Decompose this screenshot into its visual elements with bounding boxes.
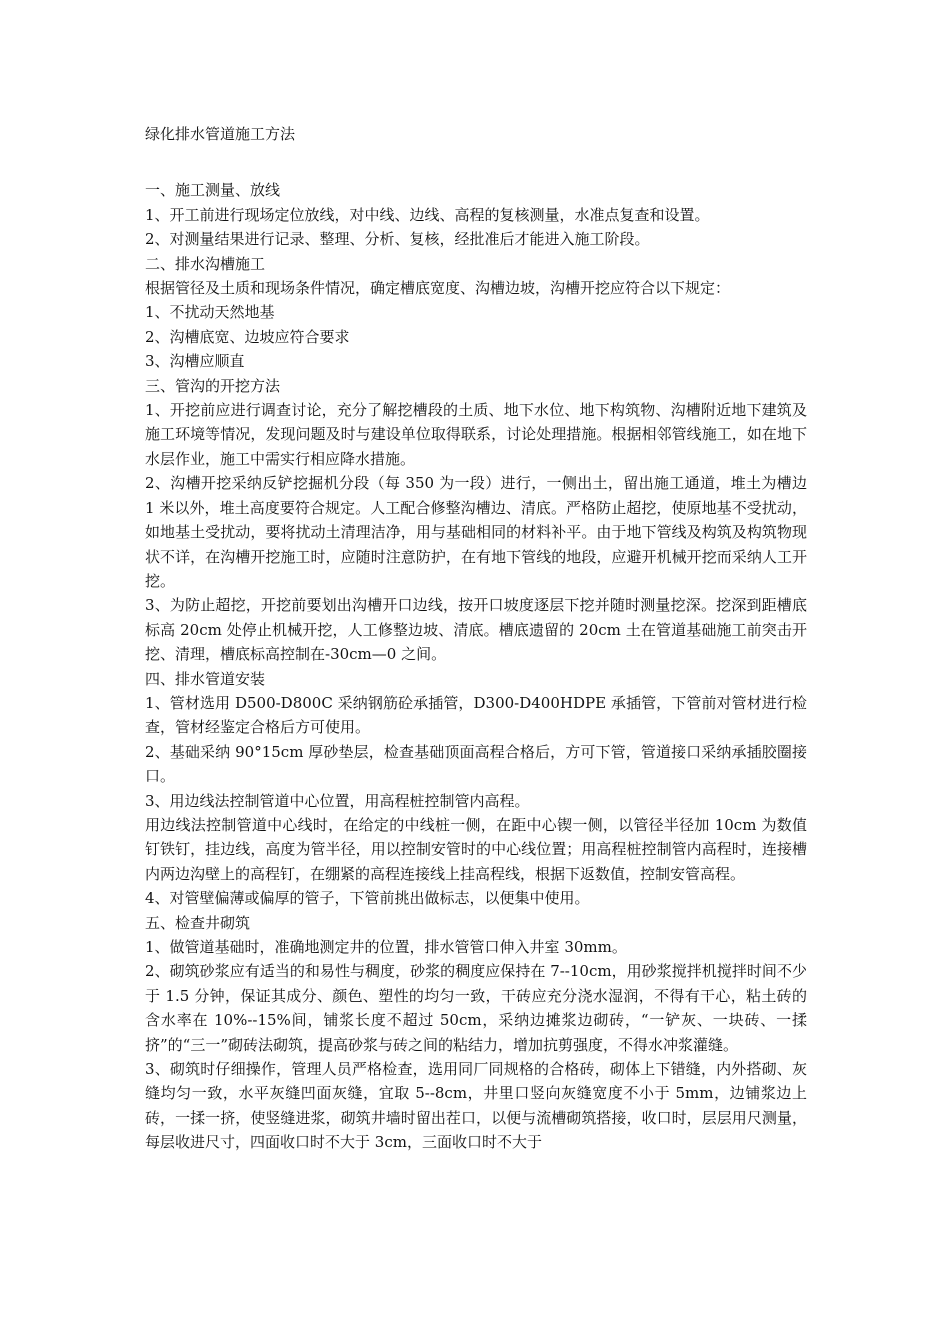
paragraph: 根据管径及土质和现场条件情况，确定槽底宽度、沟槽边坡，沟槽开挖应符合以下规定： [145, 279, 731, 298]
section-heading-1: 一、施工测量、放线 [145, 181, 281, 200]
paragraph: 3、沟槽应顺直 [145, 352, 245, 371]
section-heading-3: 三、管沟的开挖方法 [145, 376, 281, 395]
paragraph: 1、做管道基础时，准确地测定井的位置，排水管管口伸入井室 30mm。 [145, 938, 627, 956]
paragraph: 1、不扰动天然地基 [145, 303, 275, 322]
paragraph: 2、基础采纳 90°15cm 厚砂垫层，检查基础顶面高程合格后，方可下管，管道接口采纳承插胶圈接口。 [145, 742, 807, 786]
section-heading-5: 五、检查井砌筑 [145, 913, 251, 932]
paragraph: 1、开挖前应进行调查讨论，充分了解挖槽段的土质、地下水位、地下构筑物、沟槽附近地下建筑及施工环境等情况，发现问题及时与建设单位取得联系，讨论处理措施。根据相邻管线施工，如在地下水层作业，施工中需实行相应降水措施。 [145, 401, 807, 468]
paragraph: 3、砌筑时仔细操作，管理人员严格检查，选用同厂同规格的合格砖，砌体上下错缝，内外搭砌、灰缝均匀一致，水平灰缝凹面灰缝，宜取 5--8cm，井里口竖向灰缝宽度不小于 5mm，边铺浆边上砖，一揉一挤，使竖缝进浆，砌筑井墙时留出茬口，以便与流槽砌筑搭接，收口时，层层用尺测量，每层收进尺寸，四面收口时不大于 3cm，三面收口时不大于 [145, 1060, 807, 1152]
document-title: 绿化排水管道施工方法 [145, 125, 296, 143]
paragraph: 2、沟槽底宽、边坡应符合要求 [145, 327, 350, 346]
section-heading-2: 二、排水沟槽施工 [145, 254, 266, 273]
paragraph: 4、对管壁偏薄或偏厚的管子，下管前挑出做标志，以便集中使用。 [145, 889, 590, 908]
paragraph: 2、对测量结果进行记录、整理、分析、复核，经批准后才能进入施工阶段。 [145, 230, 650, 249]
section-heading-4: 四、排水管道安装 [145, 669, 266, 688]
paragraph: 用边线法控制管道中心线时，在给定的中线桩一侧，在距中心锲一侧，以管径半径加 10cm 为数值钉铁钉，挂边线，高度为管半径，用以控制安管时的中心线位置；用高程桩控制管内高程时，连接槽内两边沟壁上的高程钉，在绷紧的高程连接线上挂高程线，根据下返数值，控制安管高程。 [145, 815, 807, 883]
paragraph: 2、沟槽开挖采纳反铲挖掘机分段（每 350 为一段）进行，一侧出土，留出施工通道，堆土为槽边 1 米以外，堆土高度要符合规定。人工配合修整沟槽边、清底。严格防止超挖，使原地基不受扰动，如地基土受扰动，要将扰动土清理洁净，用与基础相同的材料补平。由于地下管线及构筑及构筑物现状不详，在沟槽开挖施工时，应随时注意防护，在有地下管线的地段，应避开机械开挖而采纳人工开挖。 [145, 474, 807, 590]
paragraph: 1、开工前进行现场定位放线，对中线、边线、高程的复核测量，水准点复查和设置。 [145, 205, 710, 224]
paragraph: 1、管材选用 D500-D800C 采纳钢筋砼承插管，D300-D400HDPE 承插管，下管前对管材进行检查，管材经鉴定合格后方可使用。 [145, 693, 807, 737]
paragraph: 2、砌筑砂浆应有适当的和易性与稠度，砂浆的稠度应保持在 7--10cm，用砂浆搅拌机搅拌时间不少于 1.5 分钟，保证其成分、颜色、塑性的均匀一致，干砖应充分浇水湿润，不得有干心，粘土砖的含水率在 10%--15%间，铺浆长度不超过 50cm，采纳边摊浆边砌砖，“一铲灰、一块砖、一揉挤”的“三一”砌砖法砌筑，提高砂浆与砖之间的粘结力，增加抗剪强度，不得水冲浆灌缝。 [145, 962, 807, 1054]
paragraph: 3、用边线法控制管道中心位置，用高程桩控制管内高程。 [145, 791, 530, 810]
document-body [145, 122, 807, 1155]
paragraph: 3、为防止超挖，开挖前要划出沟槽开口边线，按开口坡度逐层下挖并随时测量挖深。挖深到距槽底标高 20cm 处停止机械开挖，人工修整边坡、清底。槽底遗留的 20cm 土在管道基础施工前突击开挖、清理，槽底标高控制在-30cm—0 之间。 [145, 596, 807, 664]
